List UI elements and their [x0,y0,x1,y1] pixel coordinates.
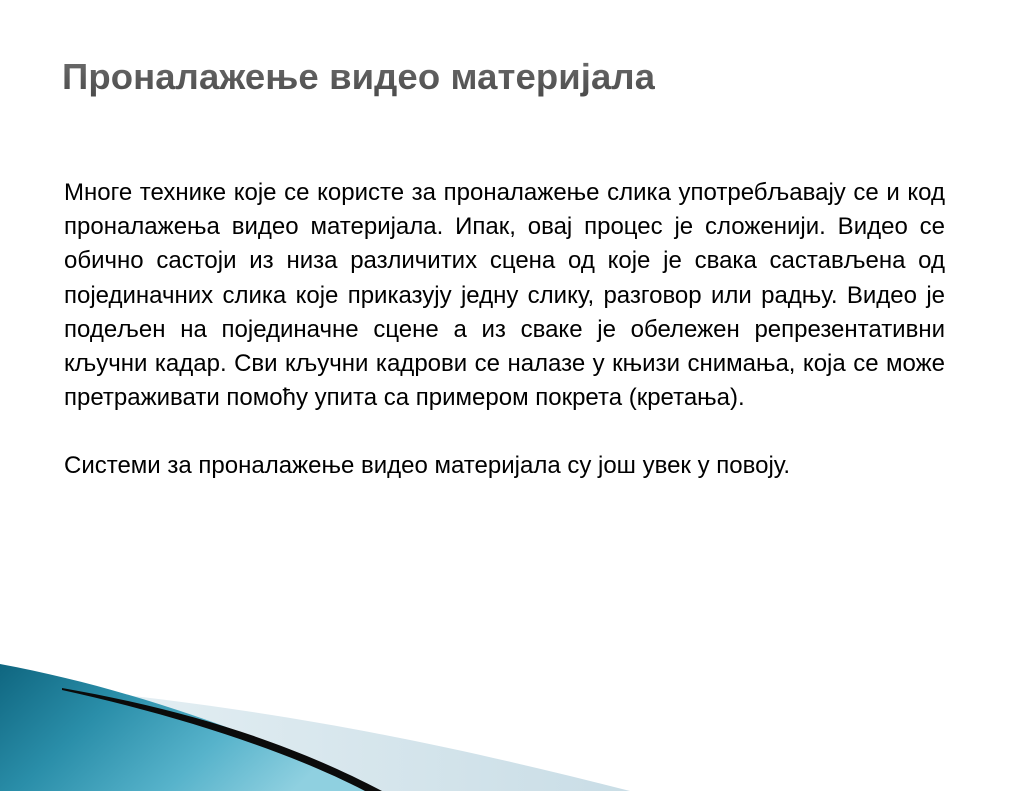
black-swoosh-shape [62,688,382,791]
teal-wave-shape [0,664,380,791]
light-wave-shape [60,688,630,791]
slide-title: Проналажење видео материјала [62,56,656,97]
body-paragraph-2: Системи за проналажење видео материјала су још увек у повоју. [64,452,791,480]
body-paragraph-1: Многе технике које се користе за проналажење слика употребљавају се и код проналажења видео материјала. Ипак, овај процес је сложенији. Видео се обично састоји из низа различитих сцена од које је свака састављена од појединачних слика које приказују једну слику, разговор или радњу. Видео је подељен на појединачне сцене а из сваке је обележен репрезентативни кључни кадар. Сви кључни кадрови се налазе у књизи снимања, која се може претраживати помоћу упита са примером покрета (кретања). [64,179,945,412]
slide-body [64,176,945,484]
